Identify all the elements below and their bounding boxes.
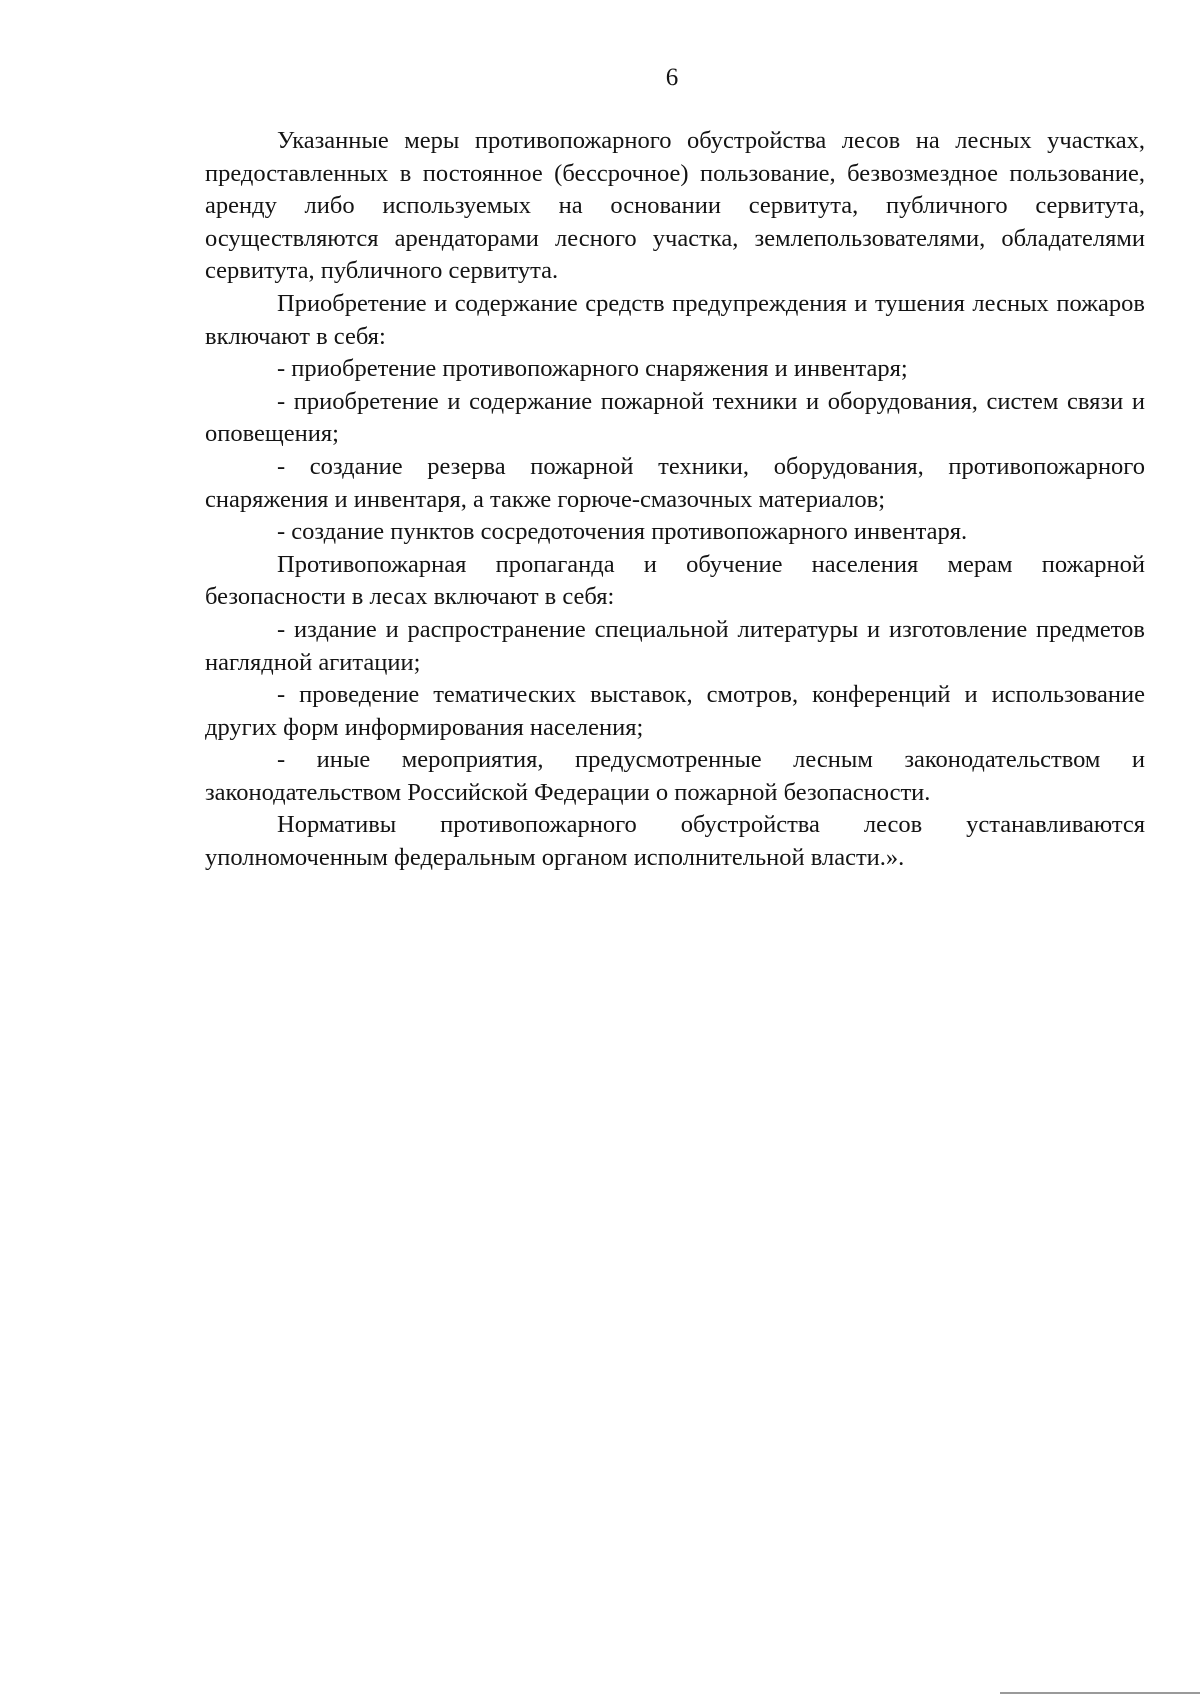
list-item-reserve-creation: - создание резерва пожарной техники, оборудования, противопожарного снаряжения и инвентаря, а также горюче-смазочных материалов; — [205, 452, 1145, 513]
paragraph-standards: Нормативы противопожарного обустройства лесов устанавливаются уполномоченным федеральным органом исполнительной власти.». — [205, 811, 1145, 872]
paragraph-fire-safety-measures-responsibility: Указанные меры противопожарного обустройства лесов на лесных участках, предоставленных в постоянное (бессрочное) пользование, безвозмездное пользование, аренду либо используемых на основании сервитута, публичного сервитута, осуществляются арендаторами лесного участка, землепользователями, обладателями сервитута, публичного сервитута. — [205, 127, 1145, 285]
paragraph-means-of-prevention-intro: Приобретение и содержание средств предупреждения и тушения лесных пожаров включают в себя: — [205, 289, 1145, 350]
list-item-equipment-purchase: - приобретение противопожарного снаряжения и инвентаря; — [277, 355, 908, 383]
paragraph-propaganda-intro: Противопожарная пропаганда и обучение населения мерам пожарной безопасности в лесах включают в себя: — [205, 550, 1145, 611]
list-item-fire-machinery: - приобретение и содержание пожарной техники и оборудования, систем связи и оповещения; — [205, 387, 1145, 448]
scan-edge-line — [1000, 1692, 1200, 1694]
page-number: 6 — [665, 64, 679, 91]
list-item-other-measures: - иные мероприятия, предусмотренные лесным законодательством и законодательством Российской Федерации о пожарной безопасности. — [205, 746, 1145, 806]
list-item-exhibitions: - проведение тематических выставок, смотров, конференций и использование других форм информирования населения; — [205, 681, 1145, 741]
list-item-literature-publishing: - издание и распространение специальной литературы и изготовление предметов наглядной агитации; — [205, 615, 1145, 676]
document-body — [205, 125, 1145, 875]
list-item-inventory-points: - создание пунктов сосредоточения противопожарного инвентаря. — [277, 518, 968, 546]
